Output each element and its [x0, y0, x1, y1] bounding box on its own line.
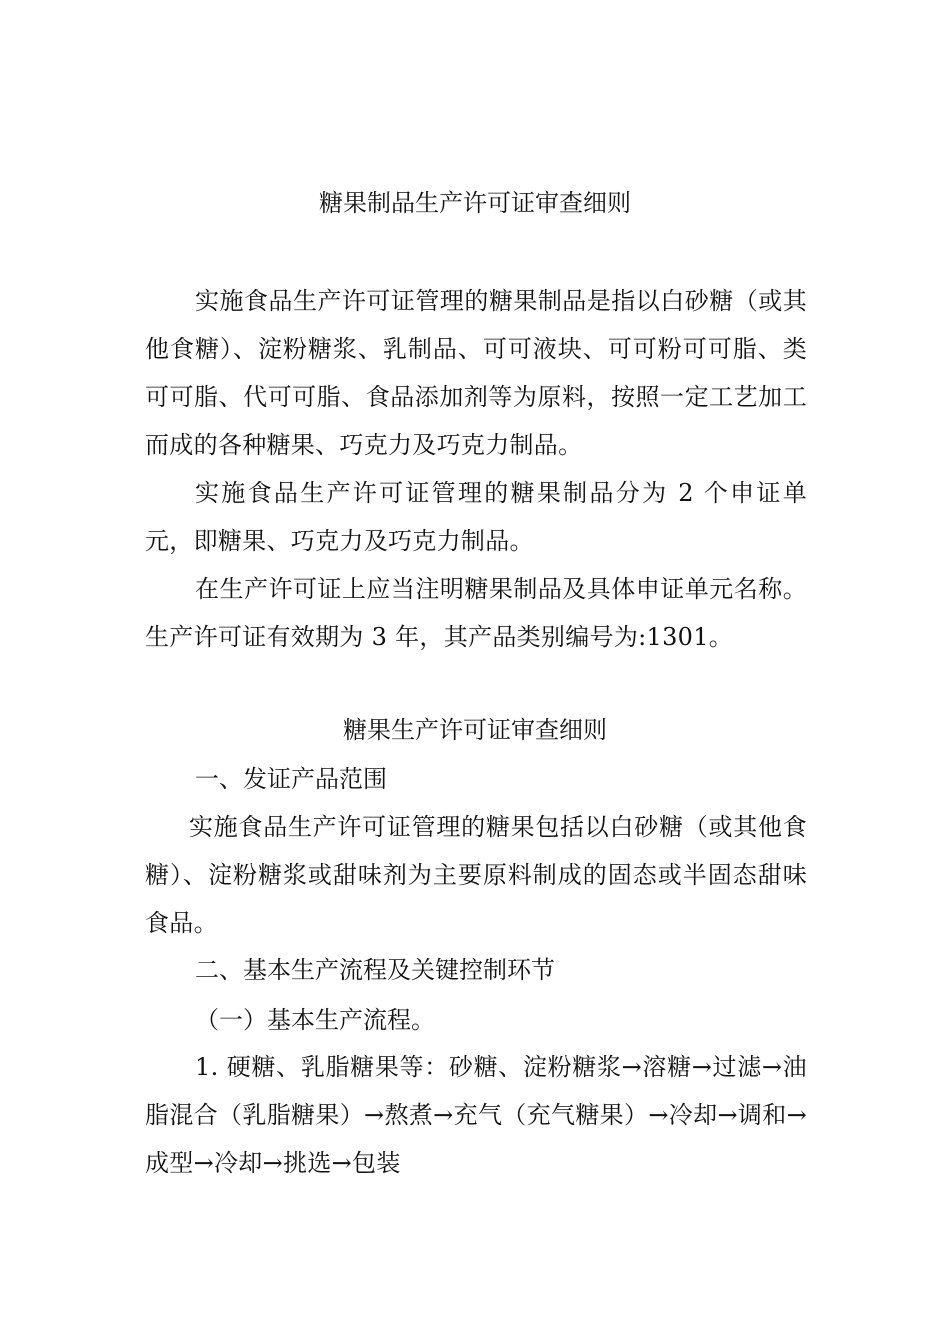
paragraph-definition: 实施食品生产许可证管理的糖果制品是指以白砂糖（或其他食糖）、淀粉糖浆、乳制品、可可液块、可可粉可可脂、类可可脂、代可可脂、食品添加剂等为原料，按照一定工艺加工而成的各种糖果、巧克力及巧克力制品。 [145, 287, 807, 459]
subsection-heading-basic-process: （一）基本生产流程。 [195, 1006, 435, 1034]
section-heading-product-scope: 一、发证产品范围 [195, 765, 387, 793]
paragraph-product-scope: 实施食品生产许可证管理的糖果包括以白砂糖（或其他食糖）、淀粉糖浆或甜味剂为主要原料制成的固态或半固态甜味食品。 [145, 813, 807, 937]
section-heading-process: 二、基本生产流程及关键控制环节 [195, 956, 555, 984]
paragraph-hard-candy-process: 1. 硬糖、乳脂糖果等：砂糖、淀粉糖浆→溶糖→过滤→油脂混合（乳脂糖果）→熬煮→充气（充气糖果）→冷却→调和→成型→冷却→挑选→包装 [145, 1053, 807, 1177]
paragraph-units: 实施食品生产许可证管理的糖果制品分为 2 个申证单元，即糖果、巧克力及巧克力制品。 [145, 479, 807, 555]
section-subtitle: 糖果生产许可证审查细则 [343, 716, 607, 744]
document-title: 糖果制品生产许可证审查细则 [319, 189, 631, 217]
paragraph-license-validity: 在生产许可证上应当注明糖果制品及具体申证单元名称。生产许可证有效期为 3 年，其产品类别编号为:1301。 [145, 575, 807, 651]
